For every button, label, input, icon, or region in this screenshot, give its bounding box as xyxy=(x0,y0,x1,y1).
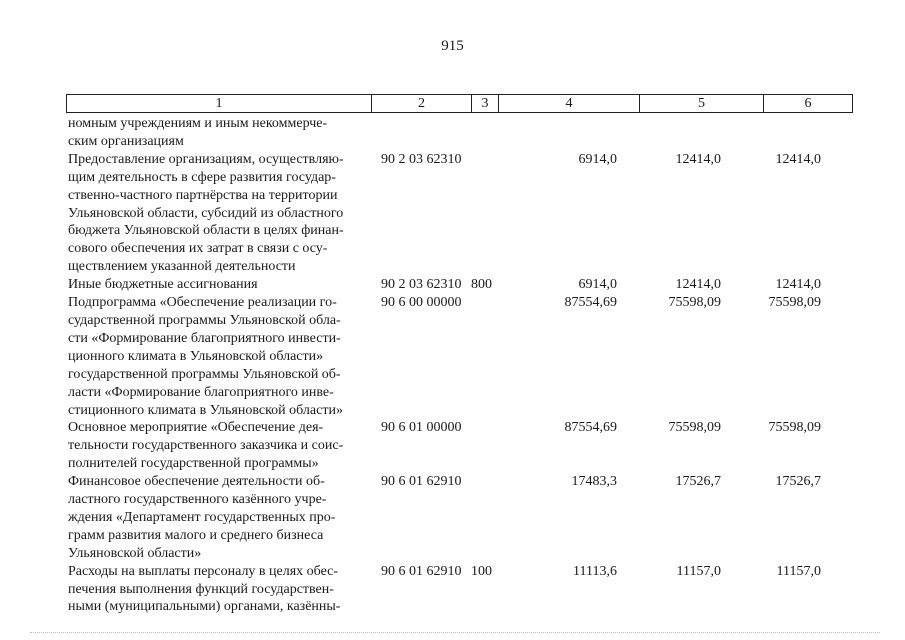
description-line: ными (муниципальными) органами, казённы- xyxy=(68,599,341,615)
description-line: сового обеспечения их затрат в связи с осу- xyxy=(68,241,328,257)
row-value-6 xyxy=(763,115,851,151)
table-header xyxy=(66,94,853,113)
description-line: ским организациям xyxy=(68,133,184,149)
description-line: ционного климата в Ульяновской области» xyxy=(68,348,324,364)
table-row xyxy=(66,419,853,473)
header-col-4: 4 xyxy=(499,95,640,112)
description-line: номным учреждениям и иным некоммерче- xyxy=(68,116,328,131)
row-value-5: 12414,0 xyxy=(675,277,721,293)
row-value-6: 11157,0 xyxy=(776,563,821,579)
row-description xyxy=(66,276,371,294)
table-row xyxy=(66,473,853,563)
description-line: Ульяновской области» xyxy=(68,545,202,561)
description-line: Иные бюджетные ассигнования xyxy=(68,277,258,293)
row-value-5: 12414,0 xyxy=(675,151,721,167)
table-row xyxy=(66,294,853,419)
description-line: ластного государственного казённого учре- xyxy=(68,492,327,508)
description-line: государственной программы Ульяновской об- xyxy=(68,366,341,382)
row-description xyxy=(66,151,371,276)
table-row xyxy=(66,115,853,151)
row-type: 800 xyxy=(471,277,492,293)
row-value-5: 11157,0 xyxy=(676,563,721,579)
row-code: 90 6 01 00000 xyxy=(381,420,462,436)
row-value-6: 17526,7 xyxy=(775,474,821,490)
row-type xyxy=(471,151,498,276)
row-value-4: 11113,6 xyxy=(573,563,617,579)
row-value-4: 87554,69 xyxy=(564,420,617,436)
row-value-4: 17483,3 xyxy=(571,474,617,490)
row-value-4: 6914,0 xyxy=(578,151,617,167)
description-line: Подпрограмма «Обеспечение реализации го- xyxy=(68,295,337,311)
description-line: тельности государственного заказчика и соис- xyxy=(68,438,344,454)
row-type xyxy=(471,419,498,473)
description-line: Финансовое обеспечение деятельности об- xyxy=(68,474,325,490)
description-line: сти «Формирование благоприятного инвести- xyxy=(68,330,341,346)
row-code: 90 2 03 62310 xyxy=(381,151,462,167)
description-line: печения выполнения функций государствен- xyxy=(68,581,334,597)
row-type xyxy=(471,294,498,419)
row-value-5: 75598,09 xyxy=(668,295,721,311)
row-code: 90 6 00 00000 xyxy=(381,295,462,311)
description-line: сударственной программы Ульяновской обла- xyxy=(68,312,341,328)
row-value-4: 87554,69 xyxy=(564,295,617,311)
table-body xyxy=(66,115,853,616)
description-line: ласти «Формирование благоприятного инве- xyxy=(68,384,334,400)
row-value-5 xyxy=(639,115,763,151)
description-line: полнителей государственной программы» xyxy=(68,456,319,472)
description-line: ществлением указанной деятельности xyxy=(68,259,296,275)
header-col-5: 5 xyxy=(640,95,764,112)
page-edge-divider xyxy=(30,632,880,636)
row-value-5: 17526,7 xyxy=(675,474,721,490)
description-line: Расходы на выплаты персоналу в целях обес- xyxy=(68,563,339,579)
row-code xyxy=(371,115,471,151)
row-description xyxy=(66,115,371,151)
row-type: 100 xyxy=(471,563,492,579)
description-line: грамм развития малого и среднего бизнеса xyxy=(68,527,324,543)
header-col-2: 2 xyxy=(372,95,472,112)
row-description xyxy=(66,294,371,419)
header-col-1: 1 xyxy=(67,95,372,112)
row-value-4: 6914,0 xyxy=(578,277,617,293)
row-description xyxy=(66,563,371,617)
description-line: ственно-частного партнёрства на территории xyxy=(68,187,338,203)
row-type xyxy=(471,473,498,563)
description-line: ждения «Департамент государственных про- xyxy=(68,509,336,525)
row-value-6: 12414,0 xyxy=(775,277,821,293)
row-code: 90 2 03 62310 xyxy=(381,277,462,293)
row-value-4 xyxy=(498,115,639,151)
description-line: Основное мероприятие «Обеспечение дея- xyxy=(68,420,324,436)
table-row xyxy=(66,276,853,294)
description-line: стиционного климата в Ульяновской области» xyxy=(68,402,343,418)
header-col-3: 3 xyxy=(472,95,499,112)
description-line: Ульяновской области, субсидий из областного xyxy=(68,205,344,221)
row-value-6: 75598,09 xyxy=(768,420,821,436)
row-description xyxy=(66,473,371,563)
description-line: Предоставление организациям, осуществляю- xyxy=(68,151,344,167)
row-code: 90 6 01 62910 xyxy=(381,474,462,490)
header-col-6: 6 xyxy=(804,96,812,111)
page-number: 915 xyxy=(441,38,464,54)
row-value-6: 12414,0 xyxy=(775,151,821,167)
row-description xyxy=(66,419,371,473)
table-row xyxy=(66,151,853,276)
description-line: бюджета Ульяновской области в целях финан- xyxy=(68,223,344,239)
row-type xyxy=(471,115,498,151)
row-code: 90 6 01 62910 xyxy=(381,563,462,579)
row-value-5: 75598,09 xyxy=(668,420,721,436)
row-value-6: 75598,09 xyxy=(768,295,821,311)
description-line: щим деятельность в сфере развития государ- xyxy=(68,169,336,185)
table-row xyxy=(66,563,853,617)
